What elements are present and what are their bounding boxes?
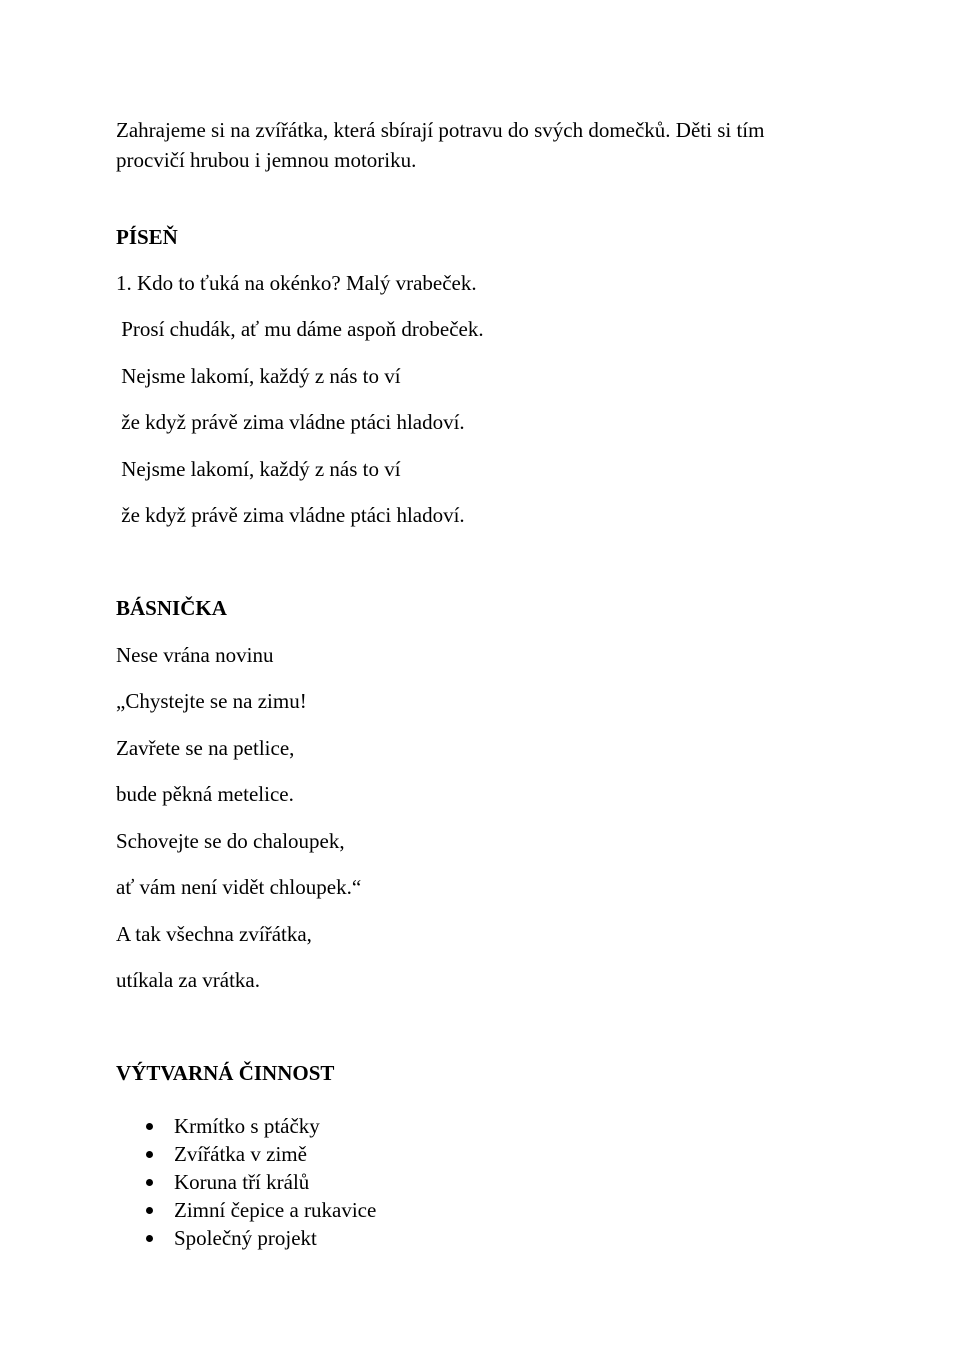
poem-line: utíkala za vrátka. [116,968,261,992]
art-heading: VÝTVARNÁ ČINNOST [116,1061,335,1085]
list-item-label: Zimní čepice a rukavice [174,1198,377,1222]
list-item [146,1196,376,1224]
song-line: Nejsme lakomí, každý z nás to ví [116,364,401,388]
list-item [146,1112,376,1140]
song-line: 1. Kdo to ťuká na okénko? Malý vrabeček. [116,271,477,295]
poem-line: A tak všechna zvířátka, [116,922,312,946]
poem-line: bude pěkná metelice. [116,782,294,806]
bullet-icon [146,1179,153,1186]
song-line: Prosí chudák, ať mu dáme aspoň drobeček. [116,317,484,341]
list-item-label: Koruna tří králů [174,1170,310,1194]
list-item-label: Krmítko s ptáčky [174,1114,320,1138]
bullet-icon [146,1123,153,1130]
list-item-label: Společný projekt [174,1226,317,1250]
intro-line-2: procvičí hrubou i jemnou motoriku. [116,148,417,172]
list-item-label: Zvířátka v zimě [174,1142,307,1166]
intro-line-1: Zahrajeme si na zvířátka, která sbírají potravu do svých domečků. Děti si tím [116,118,765,142]
song-line: že když právě zima vládne ptáci hladoví. [116,503,465,527]
list-item [146,1168,376,1196]
song-heading: PÍSEŇ [116,225,178,249]
bullet-icon [146,1207,153,1214]
bullet-icon [146,1151,153,1158]
poem-line: „Chystejte se na zimu! [116,689,307,713]
poem-line: Nese vrána novinu [116,643,274,667]
poem-line: ať vám není vidět chloupek.“ [116,875,362,899]
list-item [146,1224,376,1252]
list-item [146,1140,376,1168]
song-line: že když právě zima vládne ptáci hladoví. [116,410,465,434]
art-activity-list [146,1112,376,1252]
song-line: Nejsme lakomí, každý z nás to ví [116,457,401,481]
poem-heading: BÁSNIČKA [116,596,227,620]
poem-line: Schovejte se do chaloupek, [116,829,345,853]
poem-line: Zavřete se na petlice, [116,736,295,760]
bullet-icon [146,1235,153,1242]
